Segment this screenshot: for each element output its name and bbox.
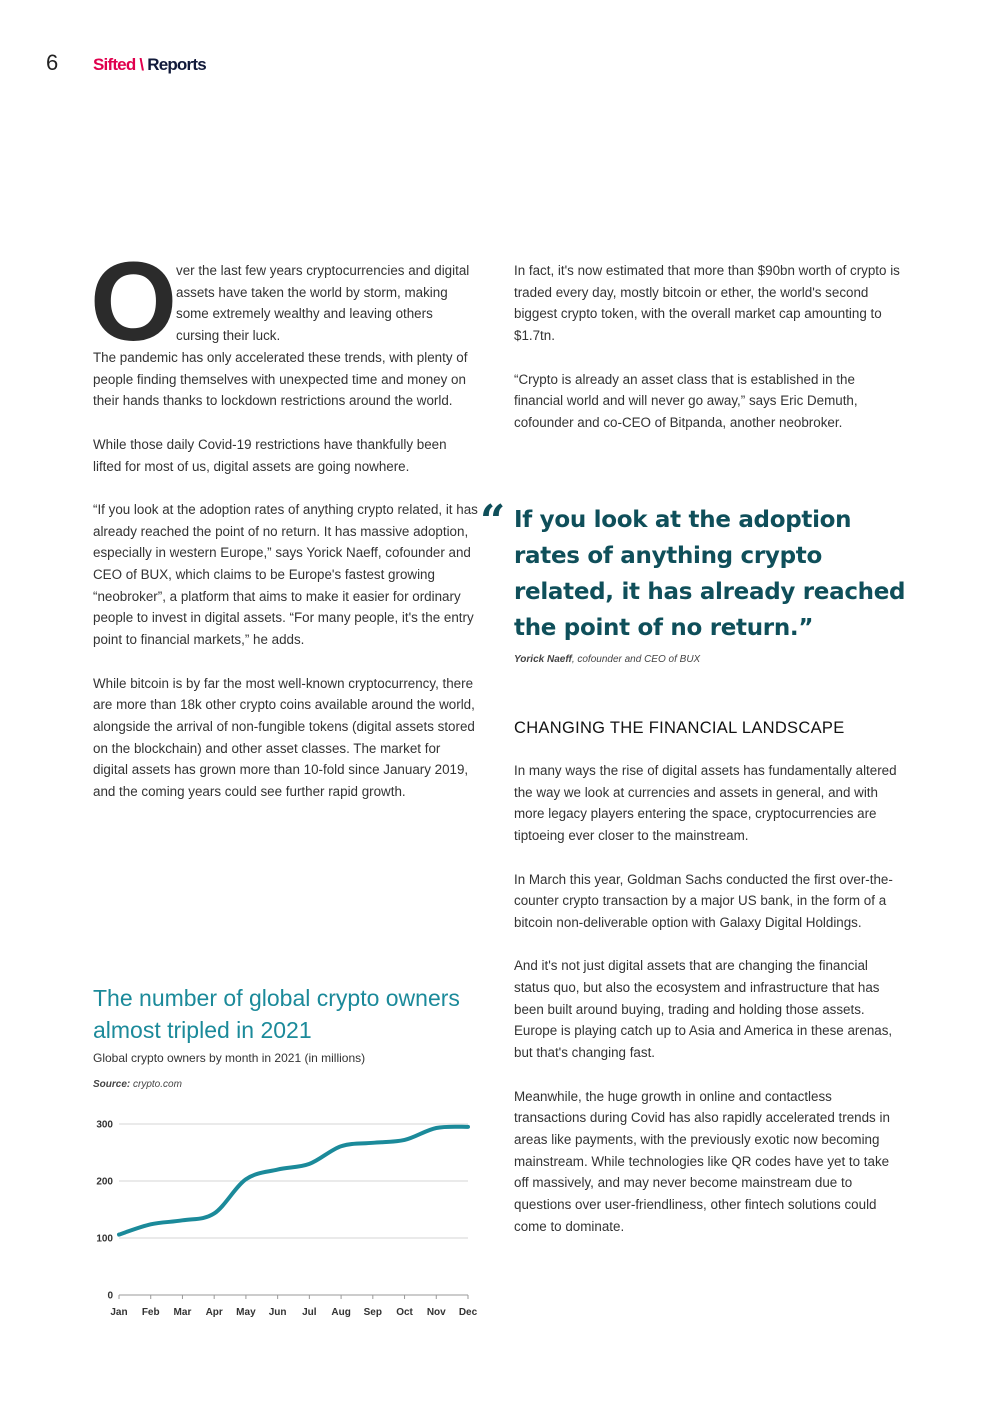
section-heading: CHANGING THE FINANCIAL LANDSCAPE (514, 719, 845, 737)
paragraph: In March this year, Goldman Sachs conducted the first over-the-counter crypto transaction by a major US bank, in the form of a bitcoin non-deliverable option with Galaxy Digital Holdings. (514, 871, 893, 930)
paragraph: Meanwhile, the huge growth in online and contactless transactions during Covid has also rapidly accelerated trends in areas like payments, with the previously exotic now becoming mainstream. While technologies like QR codes have yet to take off massively, and may never become mainstream due to questions over user-friendliness, other fintech solutions could come to dominate. (514, 1088, 890, 1234)
lead-paragraph: ver the last few years cryptocurrencies and digital assets have taken the world by storm, making some extremely wealthy and leaving others cursing their luck. (176, 263, 470, 344)
chart-source-label: Source: (93, 1079, 131, 1090)
x-tick-label: Mar (173, 1307, 192, 1318)
attribution-name: Yorick Naeff (514, 654, 572, 665)
y-tick-label: 100 (96, 1233, 113, 1245)
paragraph: “If you look at the adoption rates of anything crypto related, it has already reached the point of no return. It has massive adoption, especially in western Europe,” says Yorick Naeff, cofounder and CEO of BUX, which claims to be Europe's fastest growing “neobroker”, a platform that aims to make it easier for ordinary people to invest in digital assets. “For many people, it's the entry point to financial markets,” he adds. (93, 501, 478, 648)
chart-subtitle: Global crypto owners by month in 2021 (in millions) (93, 1051, 366, 1065)
x-tick-label: Jan (110, 1307, 128, 1318)
lead-paragraph-block (90, 239, 478, 364)
x-tick-label: Dec (458, 1307, 478, 1318)
y-tick-label: 0 (107, 1290, 113, 1302)
x-tick-label: Aug (331, 1307, 351, 1318)
x-tick-label: May (236, 1307, 256, 1318)
x-tick-label: Feb (141, 1307, 160, 1318)
x-tick-label: Sep (363, 1307, 382, 1318)
quote-mark-icon: “ (480, 496, 506, 547)
chart-gridlines (119, 1124, 468, 1295)
x-tick-label: Apr (205, 1307, 223, 1318)
right-column-bottom (514, 760, 904, 1259)
chart-source-value: crypto.com (130, 1079, 182, 1090)
x-tick-label: Jul (302, 1307, 317, 1318)
pull-quote-attribution (514, 654, 910, 665)
drop-cap: O (90, 239, 178, 364)
pull-quote-text: If you look at the adoption rates of anything crypto related, it has already reached the point of no return.” (514, 507, 906, 641)
paragraph: While bitcoin is by far the most well-known cryptocurrency, there are more than 18k other crypto coins available around the world, alongside the arrival of non-fungible tokens (digital assets stored on the blockchain) and other asset classes. The market for digital assets has grown more than 10-fold since January 2019, and the coming years could see further rapid growth. (93, 675, 475, 800)
brand-part-sifted: Sifted (93, 55, 136, 74)
paragraph: And it's not just digital assets that are changing the financial status quo, but also the ecosystem and infrastructure that has been built around buying, trading and holding those assets. Europe is playing catch up to Asia and America in these arenas, but that's changing fast. (514, 958, 893, 1061)
chart-title: The number of global crypto owners almost tripled in 2021 (93, 985, 460, 1043)
brand-logo (93, 55, 206, 75)
x-tick-label: Oct (396, 1307, 413, 1318)
brand-part-reports: Reports (147, 55, 206, 74)
y-tick-label: 200 (96, 1176, 113, 1188)
x-tick-label: Jun (268, 1307, 287, 1318)
line-chart (85, 1110, 485, 1330)
chart-axes (96, 1120, 477, 1319)
paragraph: “Crypto is already an asset class that is established in the financial world and will never go away,” says Eric Demuth, cofounder and co-CEO of Bitpanda, another neobroker. (514, 371, 858, 430)
left-column (90, 239, 478, 824)
y-tick-label: 300 (96, 1119, 113, 1131)
attribution-role: , cofounder and CEO of BUX (571, 654, 701, 665)
paragraph: In fact, it's now estimated that more than $90bn worth of crypto is traded every day, mostly bitcoin or ether, the world's second biggest crypto token, with the overall market cap amounting to $1.7tn. (514, 263, 900, 344)
right-column-top (514, 260, 900, 455)
paragraph: The pandemic has only accelerated these trends, with plenty of people finding themselves with unexpected time and money on their hands thanks to lockdown restrictions around the world. (93, 350, 468, 409)
paragraph: In many ways the rise of digital assets has fundamentally altered the way we look at currencies and assets in general, and with more legacy players entering the space, cryptocurrencies are tiptoeing ever closer to the mainstream. (514, 763, 897, 844)
chart-source (93, 1079, 182, 1090)
brand-separator: \ (135, 55, 148, 74)
x-tick-label: Nov (426, 1307, 446, 1318)
pull-quote (480, 496, 910, 665)
page-number: 6 (46, 50, 59, 75)
paragraph: While those daily Covid-19 restrictions have thankfully been lifted for most of us, digital assets are going nowhere. (93, 436, 447, 474)
